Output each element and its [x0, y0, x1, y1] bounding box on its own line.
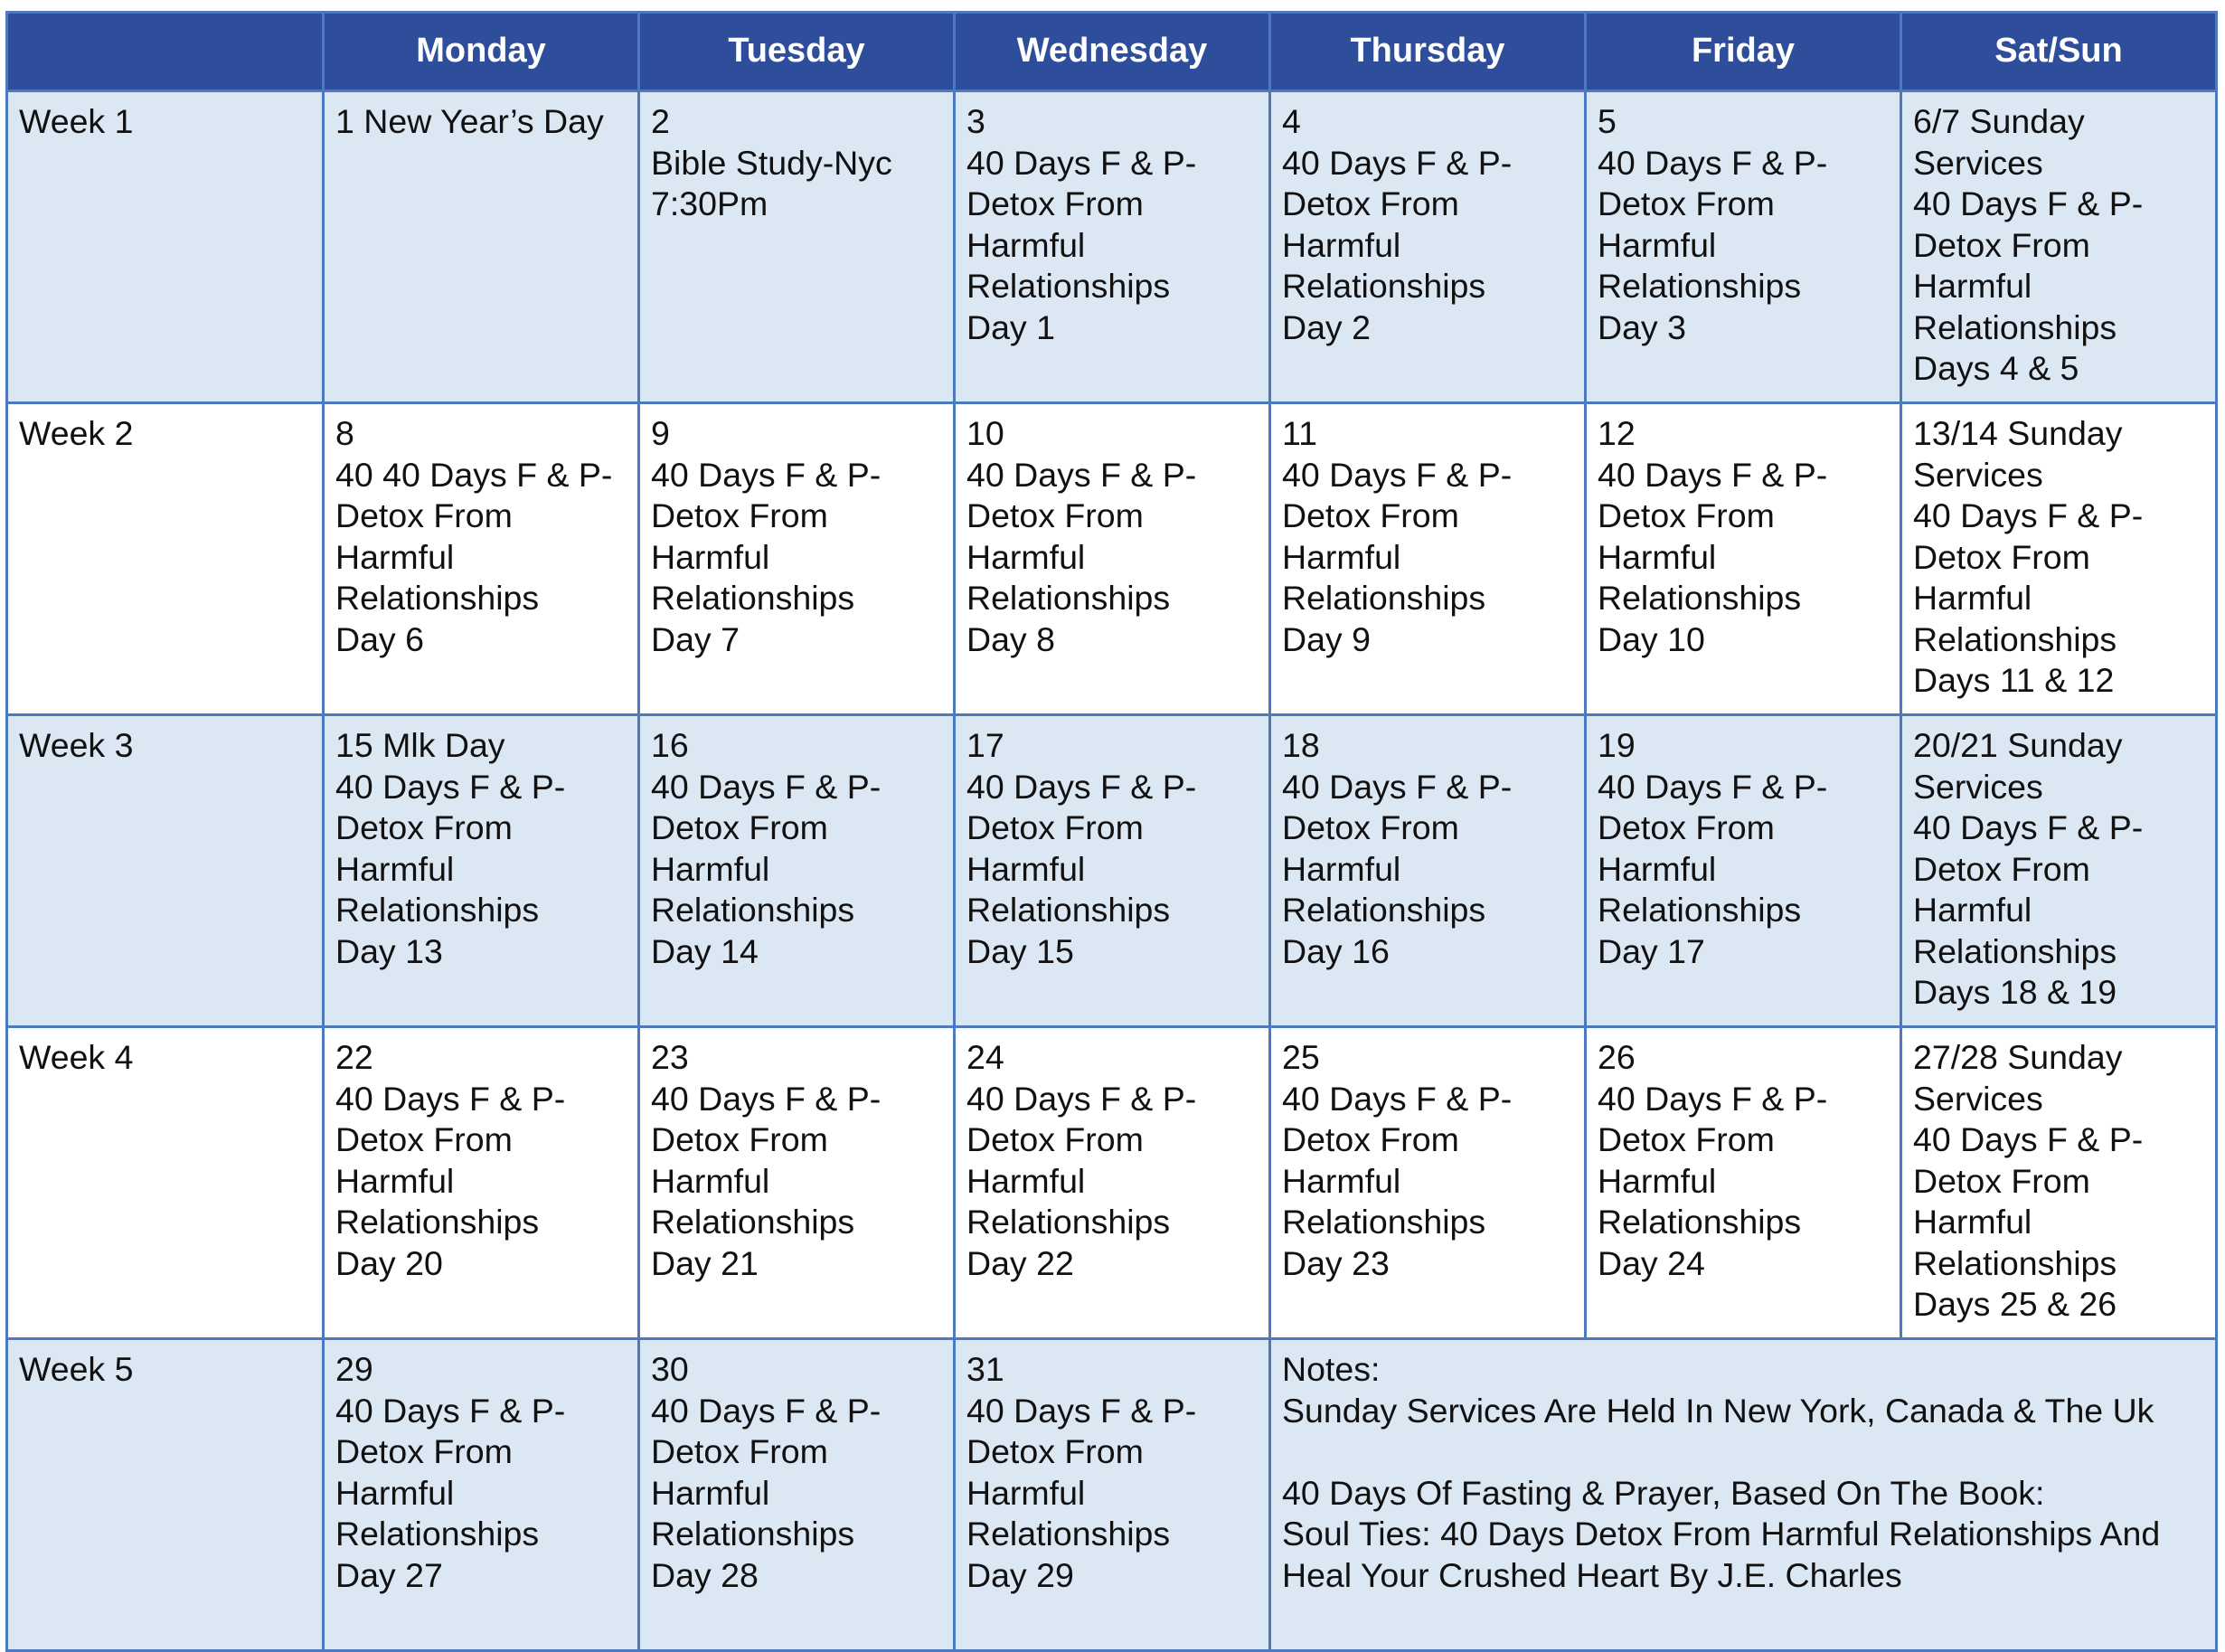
day-cell: 16 40 Days F & P- Detox From Harmful Relationships Day 14: [639, 715, 955, 1027]
header-monday: Monday: [324, 13, 639, 91]
week-label: Week 5: [7, 1339, 324, 1651]
notes-cell: Notes: Sunday Services Are Held In New York, Canada & The Uk 40 Days Of Fasting & Prayer, Based On The Book: Soul Ties: 40 Days Detox From Harmful Relationships And Heal Your Crushed Heart By J.E. Charles: [1270, 1339, 2217, 1651]
week-row-4: [7, 1027, 2217, 1339]
week-label: Week 4: [7, 1027, 324, 1339]
weekend-cell: 20/21 Sunday Services 40 Days F & P- Detox From Harmful Relationships Days 18 & 19: [1901, 715, 2217, 1027]
week-row-1: [7, 91, 2217, 403]
day-cell: 9 40 Days F & P- Detox From Harmful Relationships Day 7: [639, 403, 955, 715]
day-cell: 8 40 40 Days F & P- Detox From Harmful Relationships Day 6: [324, 403, 639, 715]
header-thursday: Thursday: [1270, 13, 1586, 91]
day-cell: 22 40 Days F & P- Detox From Harmful Relationships Day 20: [324, 1027, 639, 1339]
header-wednesday: Wednesday: [955, 13, 1270, 91]
header-friday: Friday: [1586, 13, 1901, 91]
weekend-cell: 13/14 Sunday Services 40 Days F & P- Detox From Harmful Relationships Days 11 & 12: [1901, 403, 2217, 715]
header-weekend: Sat/Sun: [1901, 13, 2217, 91]
day-cell: 24 40 Days F & P- Detox From Harmful Relationships Day 22: [955, 1027, 1270, 1339]
day-cell: 1 New Year’s Day: [324, 91, 639, 403]
day-cell: 31 40 Days F & P- Detox From Harmful Relationships Day 29: [955, 1339, 1270, 1651]
day-cell: 3 40 Days F & P- Detox From Harmful Relationships Day 1: [955, 91, 1270, 403]
day-cell: 23 40 Days F & P- Detox From Harmful Relationships Day 21: [639, 1027, 955, 1339]
week-row-2: [7, 403, 2217, 715]
header-tuesday: Tuesday: [639, 13, 955, 91]
header-row: [7, 13, 2217, 91]
day-cell: 29 40 Days F & P- Detox From Harmful Relationships Day 27: [324, 1339, 639, 1651]
day-cell: 11 40 Days F & P- Detox From Harmful Relationships Day 9: [1270, 403, 1586, 715]
weekend-cell: 27/28 Sunday Services 40 Days F & P- Detox From Harmful Relationships Days 25 & 26: [1901, 1027, 2217, 1339]
week-label: Week 1: [7, 91, 324, 403]
day-cell: 4 40 Days F & P- Detox From Harmful Relationships Day 2: [1270, 91, 1586, 403]
day-cell: 26 40 Days F & P- Detox From Harmful Relationships Day 24: [1586, 1027, 1901, 1339]
day-cell: 2 Bible Study-Nyc 7:30Pm: [639, 91, 955, 403]
day-cell: 25 40 Days F & P- Detox From Harmful Relationships Day 23: [1270, 1027, 1586, 1339]
week-row-3: [7, 715, 2217, 1027]
day-cell: 15 Mlk Day 40 Days F & P- Detox From Harmful Relationships Day 13: [324, 715, 639, 1027]
day-cell: 5 40 Days F & P- Detox From Harmful Relationships Day 3: [1586, 91, 1901, 403]
week-label: Week 3: [7, 715, 324, 1027]
day-cell: 19 40 Days F & P- Detox From Harmful Relationships Day 17: [1586, 715, 1901, 1027]
calendar-table: [5, 11, 2218, 1652]
weekend-cell: 6/7 Sunday Services 40 Days F & P- Detox From Harmful Relationships Days 4 & 5: [1901, 91, 2217, 403]
day-cell: 30 40 Days F & P- Detox From Harmful Relationships Day 28: [639, 1339, 955, 1651]
day-cell: 10 40 Days F & P- Detox From Harmful Relationships Day 8: [955, 403, 1270, 715]
week-label: Week 2: [7, 403, 324, 715]
day-cell: 17 40 Days F & P- Detox From Harmful Relationships Day 15: [955, 715, 1270, 1027]
day-cell: 18 40 Days F & P- Detox From Harmful Relationships Day 16: [1270, 715, 1586, 1027]
week-row-5: [7, 1339, 2217, 1651]
header-corner: [7, 13, 324, 91]
day-cell: 12 40 Days F & P- Detox From Harmful Relationships Day 10: [1586, 403, 1901, 715]
